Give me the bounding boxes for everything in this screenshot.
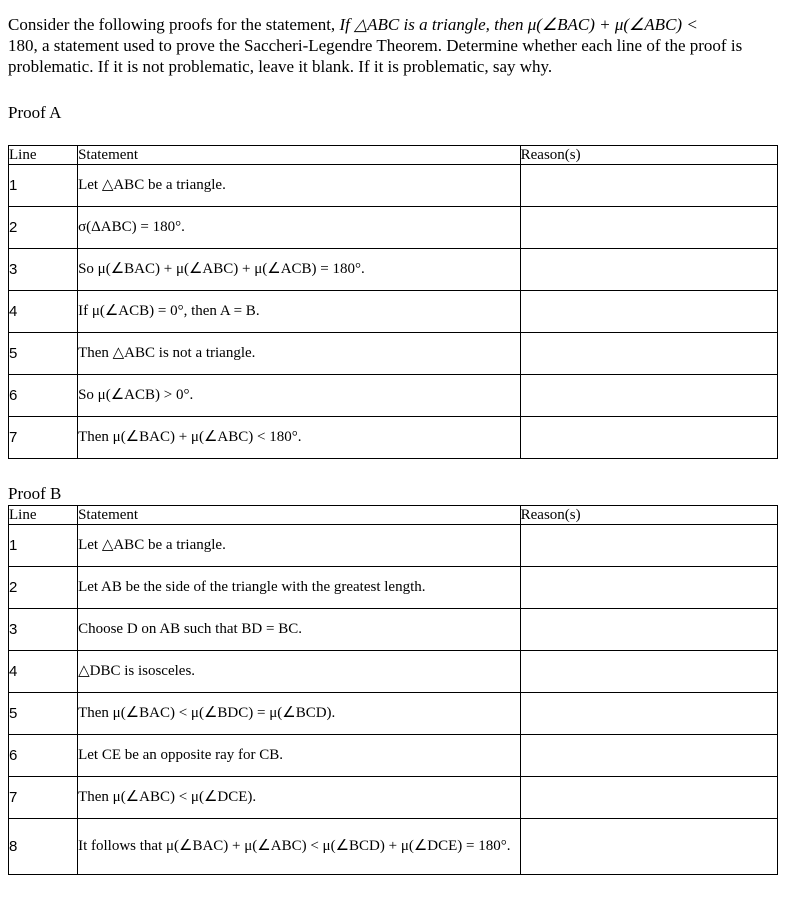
statement-cell: σ(ΔABC) = 180°.: [78, 207, 521, 249]
line-number: 8: [9, 819, 78, 875]
statement-cell: So μ(∠ACB) > 0°.: [78, 375, 521, 417]
table-row: [9, 567, 778, 609]
table-row: [9, 333, 778, 375]
line-number: 7: [9, 777, 78, 819]
table-row: [9, 207, 778, 249]
table-row: [9, 609, 778, 651]
header-statement: Statement: [78, 506, 521, 525]
statement-cell: △DBC is isosceles.: [78, 651, 521, 693]
table-row: [9, 693, 778, 735]
table-header-row: [9, 506, 778, 525]
line-number: 5: [9, 693, 78, 735]
line-number: 6: [9, 735, 78, 777]
header-line: Line: [9, 146, 78, 165]
table-row: [9, 651, 778, 693]
instructions-paragraph: [8, 14, 778, 77]
statement-cell: Let CE be an opposite ray for CB.: [78, 735, 521, 777]
statement-cell: Let △ABC be a triangle.: [78, 165, 521, 207]
statement-cell: Then μ(∠ABC) < μ(∠DCE).: [78, 777, 521, 819]
statement-cell: It follows that μ(∠BAC) + μ(∠ABC) < μ(∠BCD) + μ(∠DCE) = 180°.: [78, 819, 521, 875]
statement-cell: Let △ABC be a triangle.: [78, 525, 521, 567]
reason-cell[interactable]: [520, 291, 777, 333]
line-number: 7: [9, 417, 78, 459]
proof-a-label: Proof A: [8, 103, 62, 122]
table-row: [9, 249, 778, 291]
line-number: 3: [9, 249, 78, 291]
proof-b-table: [8, 505, 778, 875]
table-row: [9, 375, 778, 417]
table-row: [9, 735, 778, 777]
statement-cell: Choose D on AB such that BD = BC.: [78, 609, 521, 651]
statement-cell: Then △ABC is not a triangle.: [78, 333, 521, 375]
reason-cell[interactable]: [520, 567, 777, 609]
header-statement: Statement: [78, 146, 521, 165]
table-row: [9, 291, 778, 333]
statement-cell: So μ(∠BAC) + μ(∠ABC) + μ(∠ACB) = 180°.: [78, 249, 521, 291]
proof-b-label: Proof B: [8, 484, 62, 503]
reason-cell[interactable]: [520, 693, 777, 735]
reason-cell[interactable]: [520, 651, 777, 693]
reason-cell[interactable]: [520, 249, 777, 291]
header-line: Line: [9, 506, 78, 525]
statement-cell: Let AB be the side of the triangle with the greatest length.: [78, 567, 521, 609]
reason-cell[interactable]: [520, 207, 777, 249]
line-number: 2: [9, 207, 78, 249]
line-number: 4: [9, 291, 78, 333]
proof-a-table: [8, 145, 778, 459]
line-number: 1: [9, 525, 78, 567]
reason-cell[interactable]: [520, 525, 777, 567]
table-header-row: [9, 146, 778, 165]
instructions-prefix: Consider the following proofs for the statement,: [8, 15, 340, 34]
table-row: [9, 525, 778, 567]
reason-cell[interactable]: [520, 417, 777, 459]
reason-cell[interactable]: [520, 375, 777, 417]
header-reason: Reason(s): [520, 146, 777, 165]
line-number: 5: [9, 333, 78, 375]
statement-cell: Then μ(∠BAC) < μ(∠BDC) = μ(∠BCD).: [78, 693, 521, 735]
line-number: 2: [9, 567, 78, 609]
line-number: 6: [9, 375, 78, 417]
statement-cell: Then μ(∠BAC) + μ(∠ABC) < 180°.: [78, 417, 521, 459]
line-number: 3: [9, 609, 78, 651]
theorem-statement: If △ABC is a triangle, then μ(∠BAC) + μ(∠ABC) <: [339, 15, 698, 34]
theorem-value: 180: [8, 36, 34, 55]
table-row: [9, 165, 778, 207]
line-number: 1: [9, 165, 78, 207]
reason-cell[interactable]: [520, 777, 777, 819]
reason-cell[interactable]: [520, 609, 777, 651]
table-row: [9, 417, 778, 459]
reason-cell[interactable]: [520, 165, 777, 207]
table-row: [9, 819, 778, 875]
line-number: 4: [9, 651, 78, 693]
statement-cell: If μ(∠ACB) = 0°, then A = B.: [78, 291, 521, 333]
instructions-suffix: , a statement used to prove the Saccheri-Legendre Theorem. Determine whether each line of the proof is problematic. If it is not problematic, leave it blank. If it is problematic, say why.: [8, 36, 743, 76]
reason-cell[interactable]: [520, 333, 777, 375]
table-row: [9, 777, 778, 819]
reason-cell[interactable]: [520, 819, 777, 875]
header-reason: Reason(s): [520, 506, 777, 525]
reason-cell[interactable]: [520, 735, 777, 777]
